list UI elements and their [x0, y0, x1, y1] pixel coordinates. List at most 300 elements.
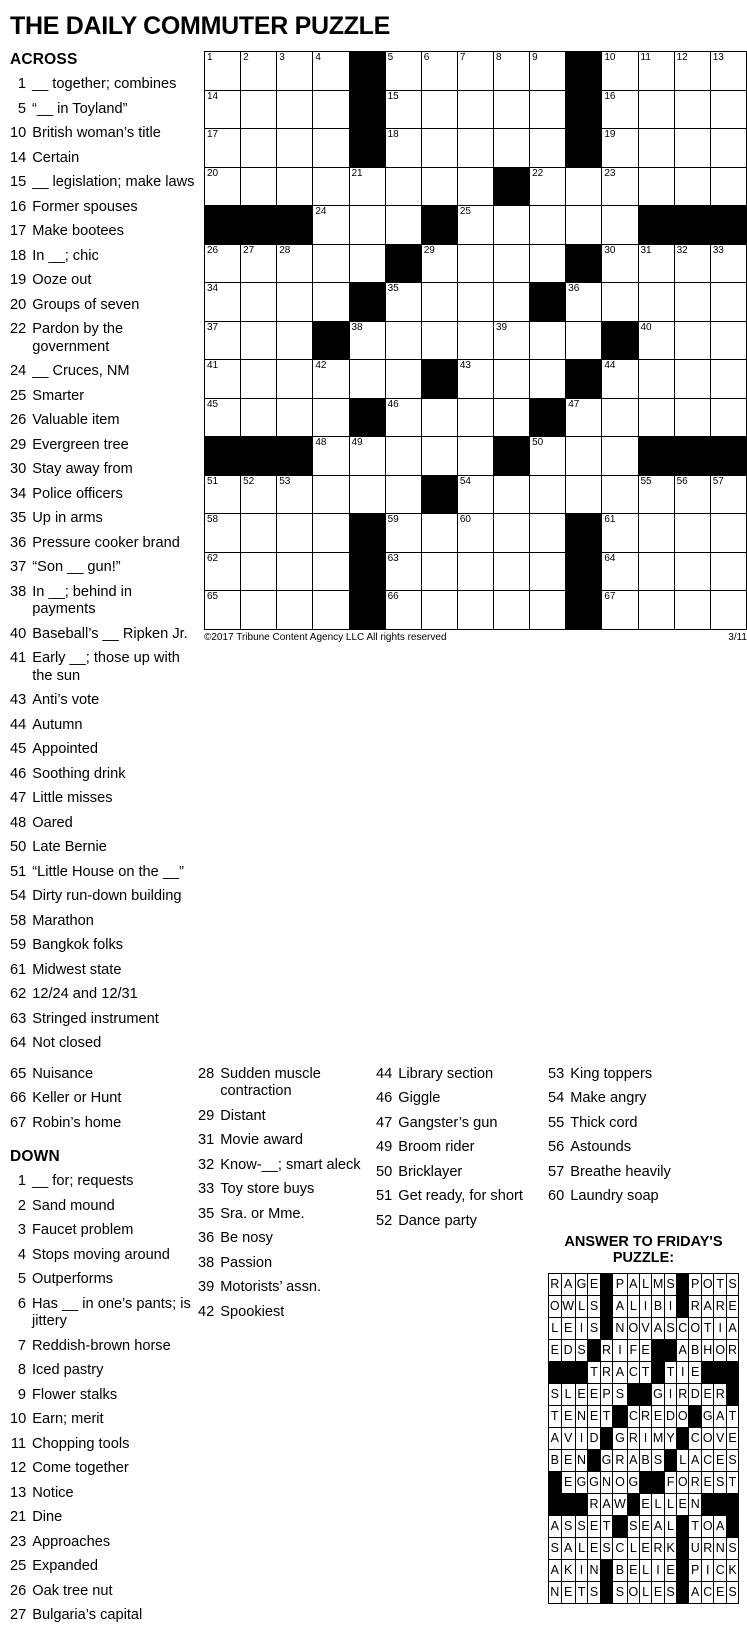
grid-cell[interactable]: [494, 244, 530, 283]
grid-cell[interactable]: [277, 360, 313, 399]
clue-item: [198, 1230, 376, 1248]
grid-cell[interactable]: [241, 360, 277, 399]
answer-cell-block: [651, 1361, 664, 1383]
grid-cell[interactable]: [457, 283, 493, 322]
grid-cell[interactable]: [421, 244, 457, 283]
grid-cell[interactable]: [313, 398, 349, 437]
clue-item: [10, 76, 198, 94]
grid-cell[interactable]: [530, 360, 566, 399]
grid-cell[interactable]: [530, 552, 566, 591]
grid-cell[interactable]: [494, 360, 530, 399]
clue-item: [10, 272, 198, 290]
grid-cell[interactable]: [457, 206, 493, 245]
grid-cell[interactable]: [710, 244, 746, 283]
grid-cell[interactable]: [530, 437, 566, 476]
clue-number: 32: [198, 1156, 215, 1173]
answer-cell: S: [549, 1383, 562, 1405]
grid-cell[interactable]: [457, 129, 493, 168]
grid-cell[interactable]: [602, 514, 638, 553]
answer-cell: R: [689, 1295, 702, 1317]
answer-cell: S: [575, 1339, 588, 1361]
grid-cell[interactable]: [277, 167, 313, 206]
answer-cell: E: [588, 1537, 601, 1559]
grid-cell-number: 47: [568, 398, 580, 410]
answer-cell: W: [613, 1493, 627, 1515]
clue-item: [198, 1279, 376, 1297]
grid-cell[interactable]: [421, 591, 457, 630]
clue-number: 49: [376, 1139, 393, 1155]
grid-cell[interactable]: [494, 514, 530, 553]
grid-cell[interactable]: [205, 398, 241, 437]
answer-cell: K: [726, 1559, 738, 1581]
grid-cell[interactable]: [385, 206, 421, 245]
grid-cell[interactable]: [277, 321, 313, 360]
grid-cell[interactable]: [494, 283, 530, 322]
grid-cell[interactable]: [349, 475, 385, 514]
clue-number: 51: [376, 1188, 393, 1204]
grid-cell[interactable]: [638, 52, 674, 91]
grid-cell[interactable]: [602, 90, 638, 129]
grid-cell[interactable]: [602, 552, 638, 591]
grid-cell[interactable]: [638, 321, 674, 360]
clue-item: [10, 1362, 198, 1380]
answer-cell-block: [640, 1383, 652, 1405]
grid-cell-block: [674, 206, 710, 245]
grid-cell[interactable]: [241, 167, 277, 206]
grid-cell[interactable]: [494, 552, 530, 591]
grid-cell[interactable]: [494, 398, 530, 437]
grid-cell[interactable]: [385, 90, 421, 129]
clue-number: 61: [10, 961, 27, 978]
grid-cell[interactable]: [638, 244, 674, 283]
answer-cell: A: [726, 1317, 738, 1339]
grid-cell[interactable]: [602, 244, 638, 283]
grid-cell[interactable]: [710, 90, 746, 129]
grid-cell[interactable]: [421, 129, 457, 168]
grid-cell[interactable]: [494, 321, 530, 360]
grid-cell[interactable]: [313, 129, 349, 168]
grid-cell[interactable]: [602, 591, 638, 630]
grid-cell-block: [566, 360, 602, 399]
grid-cell[interactable]: [494, 90, 530, 129]
grid-cell[interactable]: [457, 90, 493, 129]
clue-item: [10, 1534, 198, 1552]
clue-text: “Son __ gun!”: [32, 559, 121, 575]
grid-cell[interactable]: [241, 398, 277, 437]
grid-cell[interactable]: [494, 206, 530, 245]
grid-cell-number: 5: [387, 52, 394, 63]
grid-cell[interactable]: [494, 52, 530, 91]
grid-cell[interactable]: [385, 52, 421, 91]
grid-cell[interactable]: [530, 206, 566, 245]
grid-cell[interactable]: [313, 552, 349, 591]
grid-cell[interactable]: [638, 398, 674, 437]
grid-cell[interactable]: [349, 244, 385, 283]
grid-cell[interactable]: [710, 129, 746, 168]
answer-cell: N: [588, 1559, 601, 1581]
grid-cell[interactable]: [674, 321, 710, 360]
grid-cell[interactable]: [674, 552, 710, 591]
clue-number: 10: [10, 1411, 27, 1427]
clue-item: [10, 1173, 198, 1191]
clue-number: 4: [17, 1246, 26, 1263]
clue-number: 29: [198, 1107, 215, 1124]
grid-cell[interactable]: [530, 475, 566, 514]
grid-cell[interactable]: [674, 398, 710, 437]
grid-cell[interactable]: [457, 398, 493, 437]
grid-cell[interactable]: [277, 244, 313, 283]
grid-cell[interactable]: [638, 591, 674, 630]
grid-cell[interactable]: [674, 475, 710, 514]
grid-cell[interactable]: [457, 360, 493, 399]
clue-item: [10, 388, 198, 406]
grid-cell[interactable]: [277, 514, 313, 553]
answer-row: [549, 1361, 739, 1383]
grid-cell[interactable]: [421, 398, 457, 437]
grid-cell[interactable]: [674, 514, 710, 553]
grid-cell[interactable]: [566, 321, 602, 360]
grid-cell[interactable]: [205, 591, 241, 630]
grid-cell-number: 3: [279, 52, 285, 63]
grid-cell-block: [602, 321, 638, 360]
grid-cell[interactable]: [277, 475, 313, 514]
grid-cell[interactable]: [205, 52, 241, 91]
grid-cell[interactable]: [385, 283, 421, 322]
grid-cell[interactable]: [385, 321, 421, 360]
answer-cell: S: [726, 1581, 738, 1603]
answer-cell: R: [689, 1471, 702, 1493]
answer-cell: V: [640, 1317, 652, 1339]
grid-cell[interactable]: [638, 283, 674, 322]
grid-cell[interactable]: [638, 90, 674, 129]
grid-cell-block: [349, 52, 385, 91]
grid-cell[interactable]: [710, 475, 746, 514]
grid-cell-number: 56: [676, 475, 688, 487]
grid-footer: [204, 632, 747, 643]
grid-cell[interactable]: [313, 283, 349, 322]
grid-cell[interactable]: [205, 129, 241, 168]
grid-cell[interactable]: [421, 321, 457, 360]
grid-cell[interactable]: [674, 360, 710, 399]
clue-text: Pressure cooker brand: [32, 534, 180, 551]
grid-cell[interactable]: [277, 283, 313, 322]
grid-cell[interactable]: [313, 90, 349, 129]
clue-number: 34: [10, 485, 27, 502]
grid-cell[interactable]: [205, 514, 241, 553]
grid-cell[interactable]: [385, 514, 421, 553]
grid-cell[interactable]: [602, 129, 638, 168]
grid-cell[interactable]: [457, 514, 493, 553]
grid-cell[interactable]: [349, 167, 385, 206]
grid-cell[interactable]: [457, 167, 493, 206]
grid-cell[interactable]: [638, 360, 674, 399]
answer-cell: M: [651, 1427, 664, 1449]
grid-cell[interactable]: [566, 167, 602, 206]
grid-cell[interactable]: [241, 52, 277, 91]
grid-cell[interactable]: [674, 52, 710, 91]
grid-cell[interactable]: [421, 283, 457, 322]
grid-cell[interactable]: [385, 398, 421, 437]
grid-cell[interactable]: [385, 360, 421, 399]
grid-cell[interactable]: [638, 475, 674, 514]
clue-text: Gangster’s gun: [398, 1114, 498, 1131]
grid-cell[interactable]: [421, 514, 457, 553]
clue-item: [10, 101, 198, 119]
grid-cell[interactable]: [566, 437, 602, 476]
grid-cell[interactable]: [241, 514, 277, 553]
grid-cell[interactable]: [638, 129, 674, 168]
clue-item: [10, 790, 198, 808]
grid-cell[interactable]: [313, 167, 349, 206]
grid-cell-number: 16: [604, 90, 616, 102]
grid-cell[interactable]: [421, 167, 457, 206]
grid-cell-block: [674, 437, 710, 476]
grid-cell[interactable]: [602, 360, 638, 399]
clue-number: 1: [17, 76, 26, 92]
grid-cell[interactable]: [205, 321, 241, 360]
grid-cell[interactable]: [349, 360, 385, 399]
grid-cell[interactable]: [710, 321, 746, 360]
grid-cell[interactable]: [385, 591, 421, 630]
clue-item: [376, 1066, 548, 1084]
grid-cell[interactable]: [313, 514, 349, 553]
grid-cell-number: 6: [423, 52, 430, 63]
lower-clue-section: [8, 1066, 739, 1632]
clue-number: 64: [10, 1035, 27, 1051]
grid-cell-number: 32: [676, 244, 688, 256]
grid-cell[interactable]: [205, 90, 241, 129]
grid-cell[interactable]: [421, 90, 457, 129]
clue-text: __ for; requests: [32, 1173, 134, 1189]
grid-cell[interactable]: [674, 167, 710, 206]
grid-cell[interactable]: [566, 283, 602, 322]
grid-cell[interactable]: [710, 167, 746, 206]
answer-cell-block: [701, 1361, 714, 1383]
clue-text: Movie award: [220, 1132, 303, 1148]
answer-cell: B: [549, 1449, 562, 1471]
grid-cell[interactable]: [602, 475, 638, 514]
grid-cell[interactable]: [277, 90, 313, 129]
grid-cell[interactable]: [421, 437, 457, 476]
clue-text: Library section: [398, 1065, 494, 1082]
grid-cell[interactable]: [241, 321, 277, 360]
across-clues-column-2: [8, 1066, 198, 1632]
grid-row: [205, 591, 747, 630]
grid-cell[interactable]: [205, 283, 241, 322]
answer-cell: S: [665, 1581, 677, 1603]
grid-cell[interactable]: [638, 514, 674, 553]
answer-cell: D: [588, 1427, 601, 1449]
grid-cell[interactable]: [602, 167, 638, 206]
grid-cell-number: 13: [712, 52, 724, 63]
answer-cell-block: [600, 1427, 613, 1449]
answer-cell-block: [714, 1493, 727, 1515]
clue-item: [10, 559, 198, 577]
clue-item: [10, 1387, 198, 1405]
grid-cell[interactable]: [385, 552, 421, 591]
grid-cell-number: 7: [459, 52, 466, 63]
grid-cell[interactable]: [530, 52, 566, 91]
grid-cell[interactable]: [205, 475, 241, 514]
grid-cell[interactable]: [494, 591, 530, 630]
grid-cell[interactable]: [530, 129, 566, 168]
grid-cell[interactable]: [313, 360, 349, 399]
answer-cell: N: [689, 1493, 702, 1515]
grid-cell[interactable]: [313, 475, 349, 514]
grid-cell[interactable]: [457, 475, 493, 514]
grid-cell[interactable]: [457, 591, 493, 630]
grid-cell[interactable]: [494, 129, 530, 168]
answer-cell: E: [651, 1405, 664, 1427]
answer-cell: L: [549, 1317, 562, 1339]
clue-number: 41: [10, 650, 27, 666]
clue-text: Iced pastry: [32, 1362, 104, 1378]
grid-cell-number: 4: [315, 52, 321, 63]
grid-cell[interactable]: [241, 244, 277, 283]
clue-item: [10, 150, 198, 168]
grid-cell[interactable]: [277, 591, 313, 630]
clue-item: [376, 1115, 548, 1133]
answer-cell: I: [575, 1317, 588, 1339]
answer-cell-block: [665, 1449, 677, 1471]
grid-cell[interactable]: [638, 167, 674, 206]
grid-cell[interactable]: [313, 52, 349, 91]
grid-cell[interactable]: [241, 591, 277, 630]
clue-item: [10, 815, 198, 833]
grid-cell[interactable]: [313, 437, 349, 476]
grid-cell[interactable]: [674, 591, 710, 630]
grid-cell[interactable]: [457, 321, 493, 360]
grid-cell[interactable]: [602, 283, 638, 322]
grid-cell[interactable]: [674, 90, 710, 129]
grid-cell[interactable]: [277, 129, 313, 168]
clue-number: 31: [198, 1132, 215, 1148]
grid-cell-block: [313, 321, 349, 360]
grid-cell[interactable]: [349, 437, 385, 476]
grid-cell[interactable]: [385, 475, 421, 514]
answer-row: [549, 1559, 739, 1581]
grid-cell[interactable]: [710, 591, 746, 630]
clue-number: 21: [10, 1509, 27, 1525]
grid-cell[interactable]: [710, 52, 746, 91]
grid-row: [205, 360, 747, 399]
grid-cell[interactable]: [277, 398, 313, 437]
grid-cell[interactable]: [241, 129, 277, 168]
grid-cell-block: [530, 283, 566, 322]
clue-number: 44: [376, 1065, 393, 1082]
grid-cell[interactable]: [602, 398, 638, 437]
grid-cell[interactable]: [530, 90, 566, 129]
crossword-grid[interactable]: [204, 51, 747, 630]
clue-text: Bulgaria’s capital: [32, 1607, 143, 1623]
grid-cell[interactable]: [313, 591, 349, 630]
grid-cell-number: 61: [604, 514, 616, 525]
answer-cell: G: [575, 1471, 588, 1493]
grid-cell[interactable]: [421, 552, 457, 591]
grid-cell[interactable]: [349, 206, 385, 245]
grid-cell[interactable]: [530, 321, 566, 360]
grid-cell[interactable]: [457, 552, 493, 591]
answer-cell: E: [714, 1581, 727, 1603]
grid-cell[interactable]: [205, 552, 241, 591]
grid-cell[interactable]: [530, 167, 566, 206]
answer-cell-block: [600, 1317, 613, 1339]
grid-cell[interactable]: [566, 206, 602, 245]
grid-cell[interactable]: [674, 283, 710, 322]
grid-cell[interactable]: [602, 52, 638, 91]
answer-cell: O: [676, 1471, 689, 1493]
grid-cell[interactable]: [349, 321, 385, 360]
grid-cell[interactable]: [710, 514, 746, 553]
answer-cell: C: [714, 1559, 727, 1581]
grid-cell[interactable]: [494, 475, 530, 514]
grid-cell[interactable]: [566, 398, 602, 437]
grid-cell[interactable]: [205, 360, 241, 399]
clue-text: Passion: [220, 1254, 273, 1271]
grid-cell[interactable]: [602, 206, 638, 245]
grid-cell[interactable]: [241, 552, 277, 591]
grid-cell[interactable]: [457, 52, 493, 91]
grid-cell[interactable]: [530, 514, 566, 553]
answer-cell: P: [689, 1273, 702, 1295]
grid-cell[interactable]: [457, 244, 493, 283]
answer-cell: S: [665, 1273, 677, 1295]
grid-cell[interactable]: [674, 244, 710, 283]
grid-cell[interactable]: [566, 475, 602, 514]
grid-cell[interactable]: [241, 475, 277, 514]
grid-cell-number: 30: [604, 244, 616, 256]
answer-cell: Y: [665, 1427, 677, 1449]
grid-cell[interactable]: [530, 591, 566, 630]
grid-cell[interactable]: [421, 52, 457, 91]
grid-cell[interactable]: [710, 360, 746, 399]
answer-cell: E: [588, 1515, 601, 1537]
grid-cell[interactable]: [710, 283, 746, 322]
clue-text: Little misses: [32, 790, 113, 806]
clue-number: 66: [10, 1090, 27, 1106]
grid-cell[interactable]: [638, 552, 674, 591]
grid-cell[interactable]: [385, 167, 421, 206]
grid-cell[interactable]: [602, 437, 638, 476]
grid-cell[interactable]: [457, 437, 493, 476]
grid-cell[interactable]: [277, 552, 313, 591]
grid-cell[interactable]: [385, 129, 421, 168]
grid-cell[interactable]: [313, 244, 349, 283]
clue-text: Giggle: [398, 1090, 441, 1106]
grid-cell[interactable]: [674, 129, 710, 168]
grid-cell[interactable]: [710, 398, 746, 437]
grid-cell[interactable]: [385, 437, 421, 476]
clue-number: 12: [10, 1460, 27, 1476]
grid-cell[interactable]: [241, 283, 277, 322]
grid-cell[interactable]: [205, 167, 241, 206]
answer-cell: T: [726, 1471, 738, 1493]
answer-cell-block: [676, 1295, 689, 1317]
grid-cell[interactable]: [710, 552, 746, 591]
grid-cell[interactable]: [277, 52, 313, 91]
grid-cell[interactable]: [313, 206, 349, 245]
grid-cell[interactable]: [530, 244, 566, 283]
grid-cell[interactable]: [205, 244, 241, 283]
answer-cell: E: [549, 1339, 562, 1361]
grid-cell[interactable]: [241, 90, 277, 129]
grid-cell-number: 27: [243, 244, 255, 256]
clue-item: [10, 223, 198, 241]
clue-number: 25: [10, 1558, 27, 1574]
clue-number: 36: [198, 1230, 215, 1246]
clue-item: [10, 888, 198, 906]
answer-cell: A: [549, 1515, 562, 1537]
